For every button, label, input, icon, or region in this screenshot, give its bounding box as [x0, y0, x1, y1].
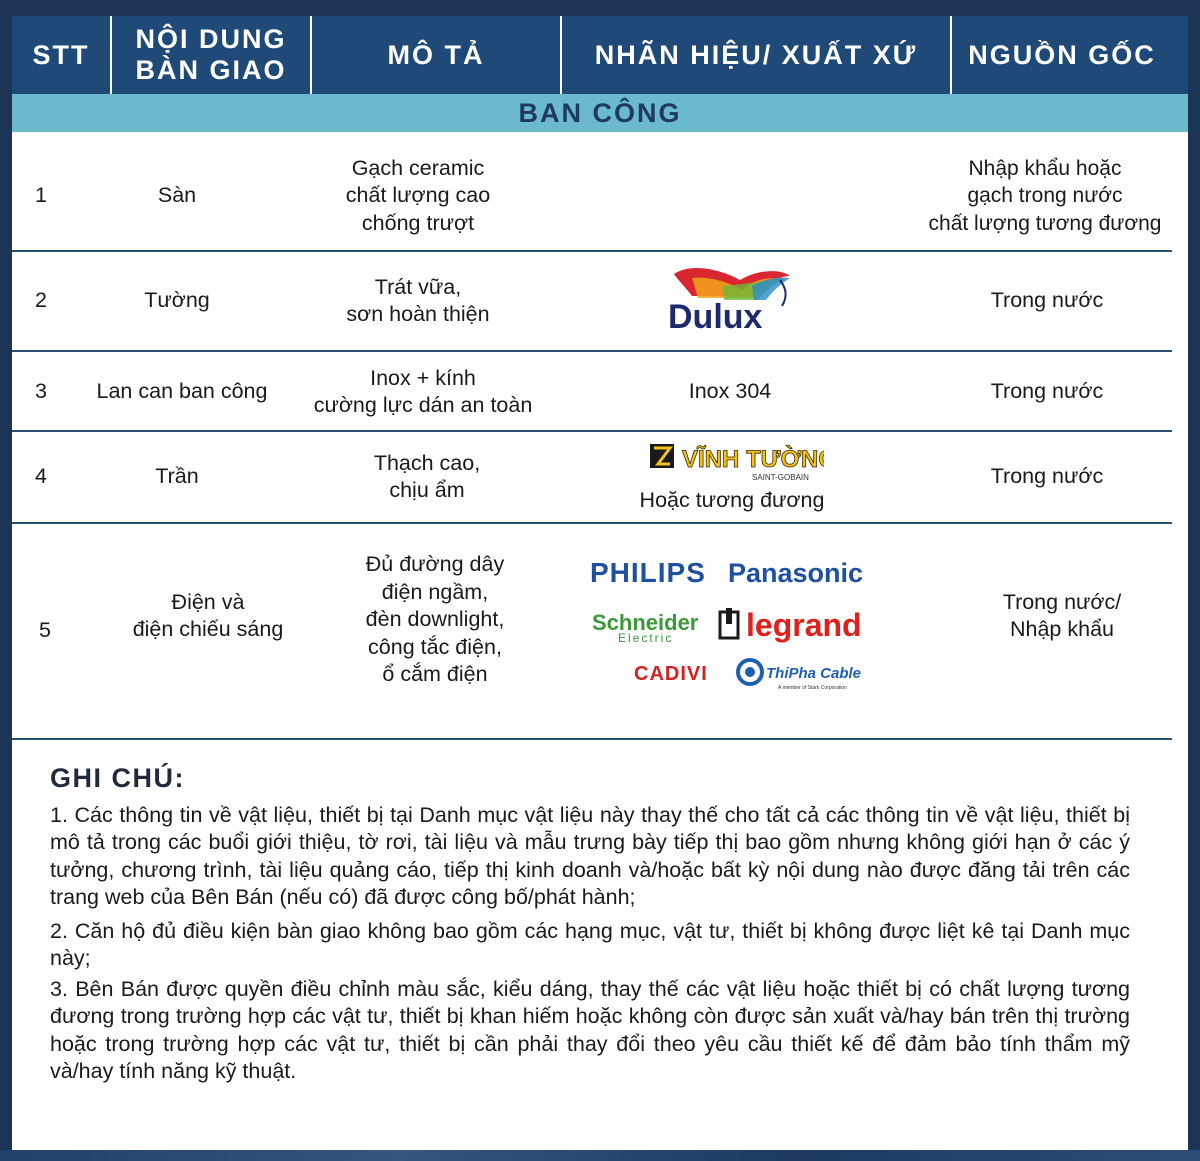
header-stt: STT	[32, 39, 90, 70]
row1-stt: 1	[35, 183, 47, 208]
row1-origin: Nhập khẩu hoặc gạch trong nước chất lượng tương đương	[928, 156, 1162, 235]
legrand-logo: legrand	[746, 607, 862, 643]
row4-origin: Trong nước	[990, 464, 1104, 489]
row4-brand: Hoặc tương đương	[639, 488, 825, 513]
row3-desc: Inox + kính cường lực dán an toàn	[313, 365, 533, 417]
header-noi-dung: NỘI DUNG BÀN GIAO	[135, 24, 287, 85]
thipha-sub-text: A member of Stark Corporation	[778, 685, 847, 691]
panasonic-logo: Panasonic	[728, 558, 864, 588]
row3-brand: Inox 304	[688, 379, 772, 404]
row3-item: Lan can ban công	[96, 379, 268, 404]
notes-title: GHI CHÚ:	[50, 763, 185, 793]
dulux-wordmark: Dulux	[668, 298, 763, 334]
header-nguon-goc: NGUỒN GỐC	[968, 39, 1156, 70]
header-mo-ta: MÔ TẢ	[387, 39, 485, 70]
note-3: 3. Bên Bán được quyền điều chỉnh màu sắc, kiểu dáng, thay thế các vật liệu hoặc thiết bị có chất lượng tương đương trong trường hợp các vật tư, thiết bị khan hiếm hoặc không còn được sản xuất và/hay bán trên thị trường hoặc trong trường hợp các vật tư, thiết bị cần phải thay đổi theo yêu cầu thiết kế để đảm bảo tính thẩm mỹ và/hay tính năng kỹ thuật.	[50, 977, 1130, 1083]
dulux-logo	[662, 266, 802, 334]
row3-stt: 3	[35, 379, 47, 404]
row2-desc: Trát vữa, sơn hoàn thiện	[346, 274, 490, 326]
thipha-logo: ThiPha Cable	[766, 665, 862, 682]
row1-desc: Gạch ceramic chất lượng cao chống trượt	[345, 155, 491, 235]
cadivi-logo: CADIVI	[634, 663, 708, 685]
row5-item: Điện và điện chiếu sáng	[132, 589, 284, 641]
table-header	[12, 16, 1188, 94]
materials-sheet	[12, 16, 1188, 1151]
schneider-electric-text: Electric	[618, 631, 674, 645]
row2-stt: 2	[35, 288, 47, 313]
row4-stt: 4	[35, 464, 47, 489]
header-nhan-hieu: NHÃN HIỆU/ XUẤT XỨ	[594, 39, 918, 70]
saint-gobain-text: SAINT-GOBAIN	[752, 473, 809, 482]
row-divider	[12, 738, 1172, 740]
note-2: 2. Căn hộ đủ điều kiện bàn giao không bao gồm các hạng mục, vật tư, thiết bị không được liệt kê tại Danh mục này;	[50, 919, 1130, 971]
philips-logo: PHILIPS	[590, 557, 706, 588]
schneider-logo: Schneider	[592, 610, 699, 635]
row4-desc: Thạch cao, chịu ẩm	[373, 450, 481, 502]
vinh-tuong-logo	[648, 440, 824, 484]
note-1: 1. Các thông tin về vật liệu, thiết bị tại Danh mục vật liệu này thay thế cho tất cả các thông tin về vật liệu, thiết bị mô tả trong các buổi giới thiệu, tờ rơi, tài liệu và mẫu trưng bày tiếp thị bao gồm nhưng không giới hạn ở các ý tưởng, chương trình, tài liệu quảng cáo, tiếp thị kinh doanh và/hoặc bất kỳ nội dung nào được đăng tải trên các trang web của Bên Bán (nếu có) đã được công bố/phát hành;	[50, 803, 1130, 909]
row3-origin: Trong nước	[990, 379, 1104, 404]
row5-desc: Đủ đường dây điện ngầm, đèn downlight, công tắc điện, ổ cắm điện	[365, 552, 505, 687]
row5-origin: Trong nước/ Nhập khẩu	[1002, 589, 1122, 641]
row2-origin: Trong nước	[990, 288, 1104, 313]
page-bottom-band	[0, 1150, 1200, 1161]
row1-item: Sàn	[157, 183, 197, 208]
row2-item: Tường	[144, 288, 210, 313]
electric-brand-logos	[588, 556, 878, 696]
row5-stt: 5	[39, 618, 51, 643]
vinh-tuong-wordmark: VĨNH TƯỜNG	[682, 446, 824, 473]
row4-item: Trần	[155, 464, 199, 489]
section-title: BAN CÔNG	[12, 94, 1188, 132]
